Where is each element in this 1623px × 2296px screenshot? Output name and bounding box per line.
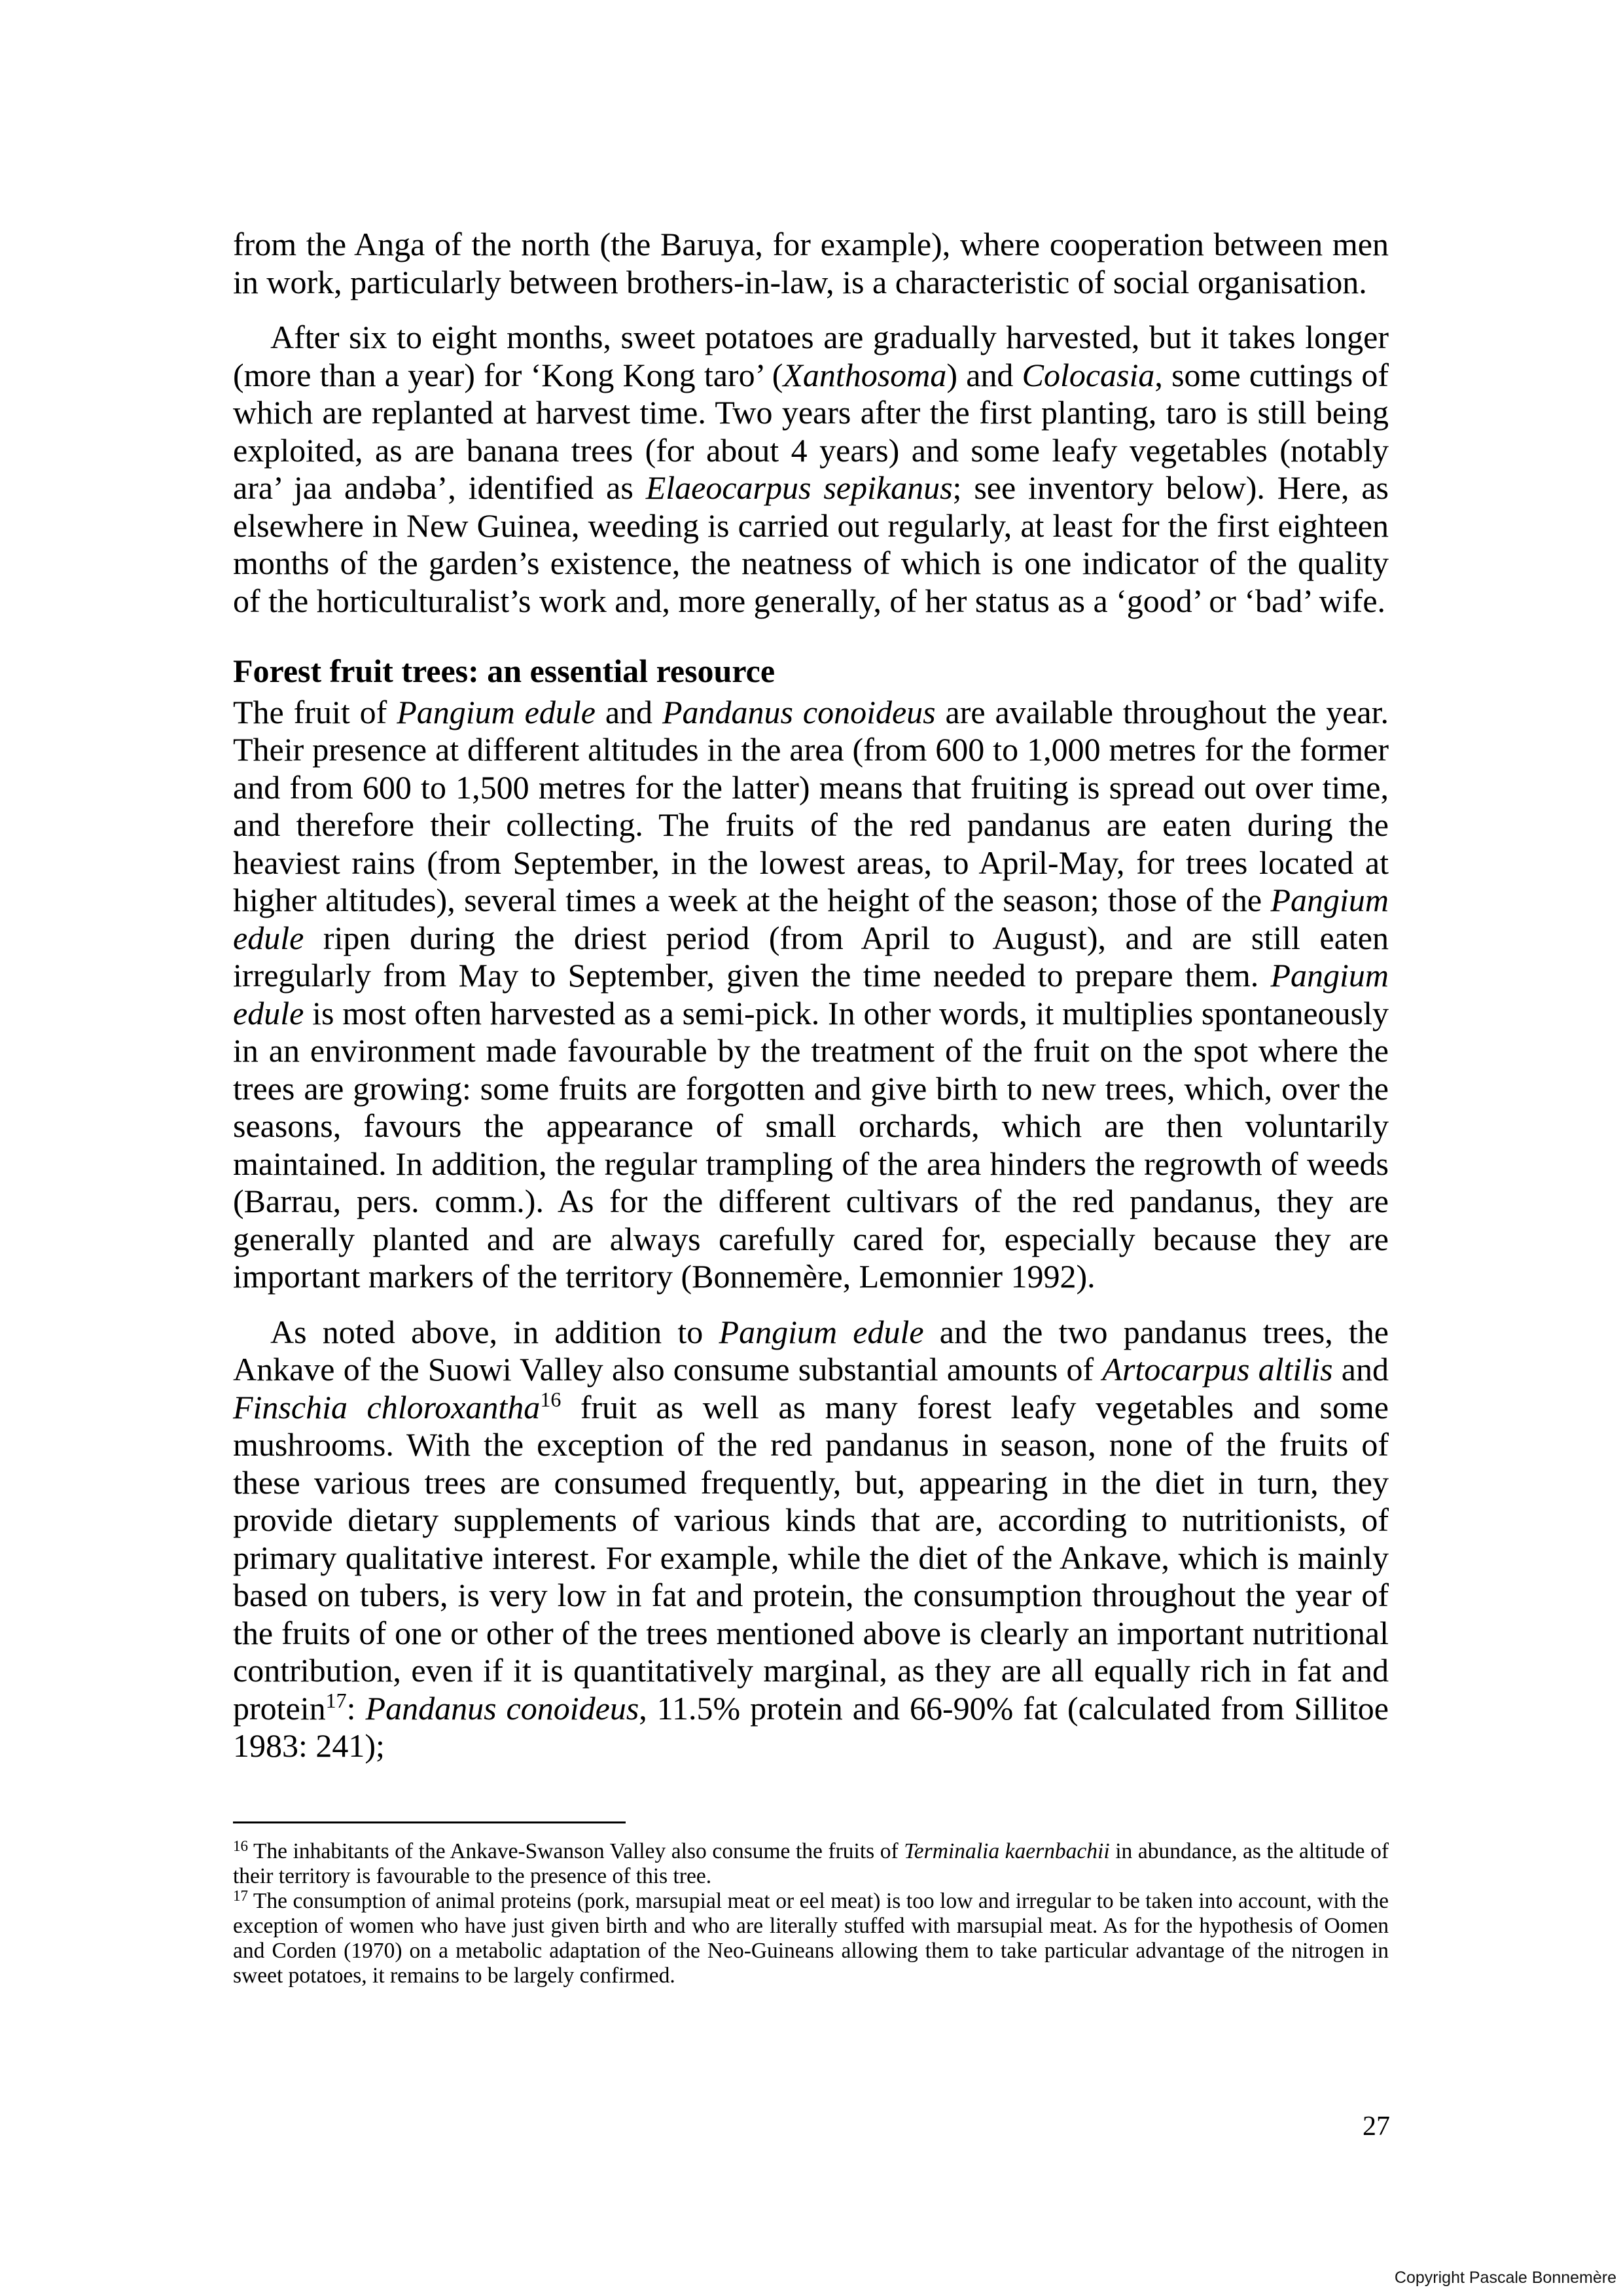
footnote-separator [233, 1821, 626, 1823]
italic-term: Colocasia [1022, 356, 1155, 393]
footnote-number: 17 [233, 1888, 248, 1904]
italic-term: Xanthosoma [783, 356, 947, 393]
italic-term: Pangium edule [719, 1313, 924, 1350]
italic-term: Terminalia kaernbachii [904, 1839, 1110, 1863]
italic-term: Pangium edule [397, 693, 596, 730]
footnotes [233, 1839, 1389, 1988]
italic-term: Pandanus conoideus [365, 1689, 639, 1727]
page-body [233, 226, 1389, 1765]
paragraph-3: The fruit of Pangium edule and Pandanus conoideus are available throughout the year. Their presence at different altitudes in the area (from 600 to 1,000 metres for the former and from 600 to 1,500 metres for the latter) means that fruiting is spread out over time, and therefore their collecting. The fruits of the red pandanus are eaten during the heaviest rains (from September, in the lowest areas, to April-May, for trees located at higher altitudes), several times a week at the height of the season; those of the Pangium edule ripen during the driest period (from April to August), and are still eaten irregularly from May to September, given the time needed to prepare them. Pangium edule is most often harvested as a semi-pick. In other words, it multiplies spontaneously in an environment made favourable by the treatment of the fruit on the spot where the trees are growing: some fruits are forgotten and give birth to new trees, which, over the seasons, favours the appearance of small orchards, which are then voluntarily maintained. In addition, the regular trampling of the area hinders the regrowth of weeds (Barrau, pers. comm.). As for the different cultivars of the red pandanus, they are generally planted and are always carefully cared for, especially because they are important markers of the territory (Bonnemère, Lemonnier 1992). [233, 693, 1389, 1295]
italic-term: Pangium edule [233, 957, 1389, 1031]
italic-term: Pandanus conoideus [662, 693, 936, 730]
footnote-number: 16 [233, 1838, 248, 1854]
paragraph-4: As noted above, in addition to Pangium edule and the two pandanus trees, the Ankave of the Suowi Valley also consume substantial amounts of Artocarpus altilis and Finschia chloroxantha$^{16}$ fruit as well as many forest leafy vegetables and some mushrooms. With the exception of the red pandanus in season, none of the fruits of these various trees are consumed frequently, but, appearing in the diet in turn, they provide dietary supplements of various kinds that are, according to nutritionists, of primary qualitative interest. For example, while the diet of the Ankave, which is mainly based on tubers, is very low in fat and protein, the consumption throughout the year of the fruits of one or other of the trees mentioned above is clearly an important nutritional contribution, even if it is quantitatively marginal, as they are all equally rich in fat and protein$^{17}$: Pandanus conoideus, 11.5% protein and 66-90% fat (calculated from Sillitoe 1983: 241); [233, 1313, 1389, 1764]
footnote-reference[interactable]: 16 [540, 1387, 562, 1411]
copyright-notice: Copyright Pascale Bonnemère [1394, 2269, 1616, 2287]
footnote-17: $^{17}$ The consumption of animal proteins (pork, marsupial meat or eel meat) is too low and irregular to be taken into account, with the exception of women who have just given birth and who are literally stuffed with marsupial meat. As for the hypothesis of Oomen and Corden (1970) on a metabolic adaptation of the Neo-Guineans allowing them to take particular advantage of the nitrogen in sweet potatoes, it remains to be largely confirmed. [233, 1888, 1389, 1988]
italic-term: Finschia chloroxantha [233, 1388, 541, 1426]
footnote-16: $^{16}$ The inhabitants of the Ankave-Swanson Valley also consume the fruits of Terminalia kaernbachii in abundance, as the altitude of their territory is favourable to the presence of this tree. [233, 1838, 1389, 1888]
footnote-reference[interactable]: 17 [325, 1688, 347, 1712]
section-heading: Forest fruit trees: an essential resource [233, 653, 776, 689]
page-number: 27 [1363, 2111, 1390, 2142]
italic-term: Artocarpus altilis [1102, 1351, 1333, 1388]
italic-term: Pangium edule [233, 882, 1389, 956]
paragraph-1: from the Anga of the north (the Baruya, for example), where cooperation between men in work, particularly between brothers-in-law, is a characteristic of social organisation. [233, 226, 1389, 300]
italic-term: Elaeocarpus sepikanus [645, 469, 953, 506]
paragraph-2: After six to eight months, sweet potatoes are gradually harvested, but it takes longer (more than a year) for ‘Kong Kong taro’ (Xanthosoma) and Colocasia, some cuttings of which are replanted at harvest time. Two years after the first planting, taro is still being exploited, as are banana trees (for about 4 years) and some leafy vegetables (notably ara’ jaa andəba’, identified as Elaeocarpus sepikanus; see inventory below). Here, as elsewhere in New Guinea, weeding is carried out regularly, at least for the first eighteen months of the garden’s existence, the neatness of which is one indicator of the quality of the horticulturalist’s work and, more generally, of her status as a ‘good’ or ‘bad’ wife. [233, 319, 1389, 619]
